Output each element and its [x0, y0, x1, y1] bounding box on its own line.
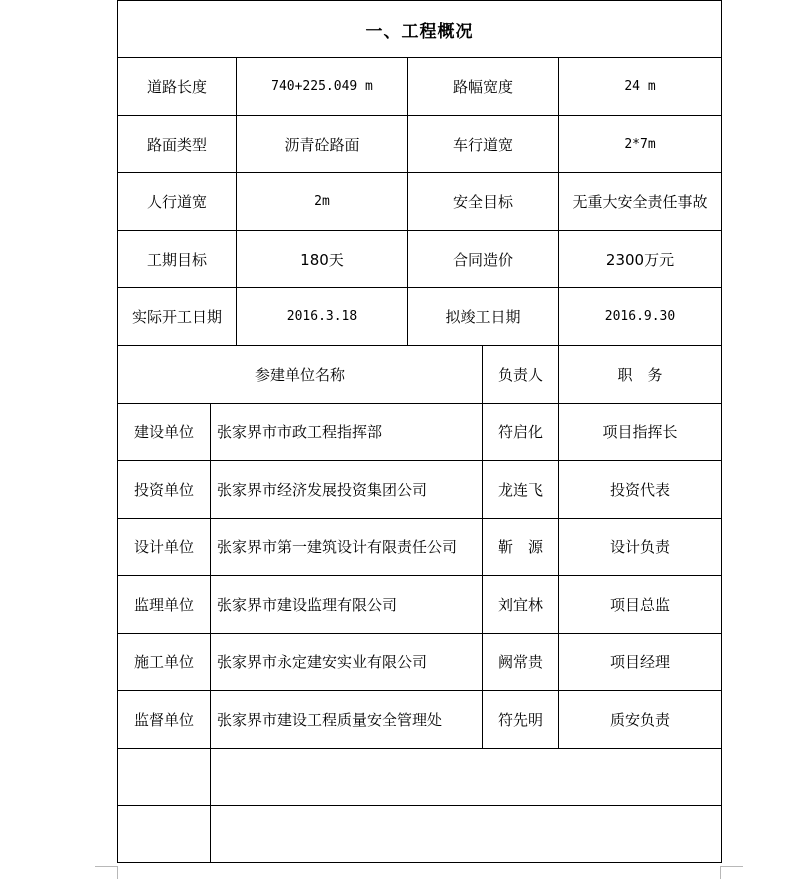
- overview-table: [117, 0, 722, 346]
- lane-width-value: 2*7m: [559, 116, 722, 173]
- table-row: [118, 518, 722, 575]
- units-header-row: [118, 345, 722, 403]
- safety-goal-label: 安全目标: [408, 173, 559, 231]
- overview-row: [118, 231, 722, 288]
- road-width-value: 24 m: [559, 58, 722, 116]
- lane-width-label: 车行道宽: [408, 116, 559, 173]
- unit-type: 投资单位: [118, 460, 211, 518]
- planned-completion-label: 拟竣工日期: [408, 288, 559, 346]
- road-width-label: 路幅宽度: [408, 58, 559, 116]
- overview-row: [118, 173, 722, 231]
- unit-person: 阙常贵: [483, 633, 559, 690]
- person-header: 负责人: [483, 345, 559, 403]
- road-length-label: 道路长度: [118, 58, 237, 116]
- road-length-value: 740+225.049 m: [237, 58, 408, 116]
- unit-position: 项目经理: [559, 633, 722, 690]
- unit-person: 刘宜林: [483, 575, 559, 633]
- unit-position: 投资代表: [559, 460, 722, 518]
- start-date-value: 2016.3.18: [237, 288, 408, 346]
- unit-position: 质安负责: [559, 690, 722, 748]
- unit-name: 张家界市经济发展投资集团公司: [211, 460, 483, 518]
- page-corner-mark-right: [720, 866, 743, 879]
- schedule-goal-label: 工期目标: [118, 231, 237, 288]
- unit-type: 监督单位: [118, 690, 211, 748]
- unit-name: 张家界市永定建安实业有限公司: [211, 633, 483, 690]
- planned-completion-value: 2016.9.30: [559, 288, 722, 346]
- empty-row: [118, 805, 722, 862]
- project-overview-sheet: [117, 0, 721, 863]
- start-date-label: 实际开工日期: [118, 288, 237, 346]
- unit-name-header: 参建单位名称: [118, 345, 483, 403]
- schedule-goal-value: 180天: [237, 231, 408, 288]
- contract-price-label: 合同造价: [408, 231, 559, 288]
- unit-person: 符启化: [483, 403, 559, 460]
- overview-row: [118, 288, 722, 346]
- unit-name: 张家界市第一建筑设计有限责任公司: [211, 518, 483, 575]
- sidewalk-width-label: 人行道宽: [118, 173, 237, 231]
- unit-position: 设计负责: [559, 518, 722, 575]
- empty-row: [118, 748, 722, 805]
- table-row: [118, 460, 722, 518]
- empty-cell: [211, 805, 722, 862]
- surface-type-value: 沥青砼路面: [237, 116, 408, 173]
- table-row: [118, 403, 722, 460]
- sidewalk-width-value: 2m: [237, 173, 408, 231]
- unit-type: 监理单位: [118, 575, 211, 633]
- overview-row: [118, 58, 722, 116]
- empty-cell: [118, 748, 211, 805]
- unit-person: 靳 源: [483, 518, 559, 575]
- unit-name: 张家界市建设工程质量安全管理处: [211, 690, 483, 748]
- unit-position: 项目指挥长: [559, 403, 722, 460]
- unit-person: 龙连飞: [483, 460, 559, 518]
- unit-type: 施工单位: [118, 633, 211, 690]
- contract-price-value: 2300万元: [559, 231, 722, 288]
- table-row: [118, 690, 722, 748]
- page-title: 一、工程概况: [118, 1, 722, 58]
- unit-position: 项目总监: [559, 575, 722, 633]
- surface-type-label: 路面类型: [118, 116, 237, 173]
- unit-type: 建设单位: [118, 403, 211, 460]
- empty-cell: [211, 748, 722, 805]
- safety-goal-value: 无重大安全责任事故: [559, 173, 722, 231]
- unit-name: 张家界市建设监理有限公司: [211, 575, 483, 633]
- unit-person: 符先明: [483, 690, 559, 748]
- position-header: 职 务: [559, 345, 722, 403]
- unit-type: 设计单位: [118, 518, 211, 575]
- table-row: [118, 633, 722, 690]
- overview-row: [118, 116, 722, 173]
- page-corner-mark-left: [95, 866, 118, 879]
- table-row: [118, 575, 722, 633]
- participating-units-table: [117, 345, 722, 863]
- empty-cell: [118, 805, 211, 862]
- unit-name: 张家界市市政工程指挥部: [211, 403, 483, 460]
